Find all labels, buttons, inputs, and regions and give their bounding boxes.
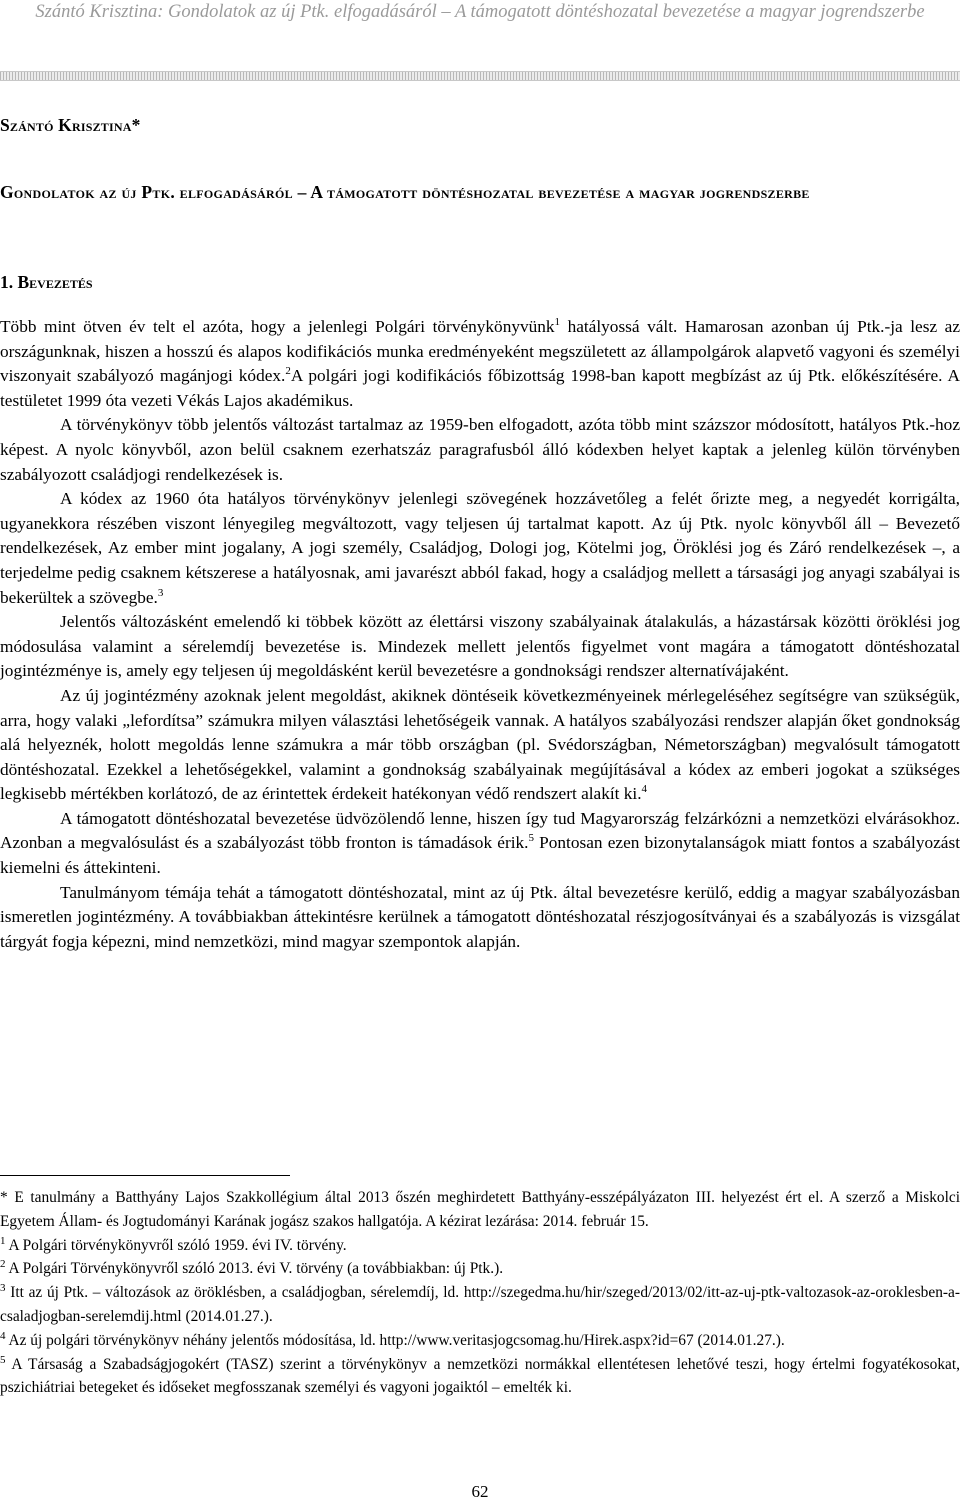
footnote: * E tanulmány a Batthyány Lajos Szakkollégium által 2013 őszén meghirdetett Batthyány-esszépályázaton III. helyezést ért el. A szerző a Miskolci Egyetem Állam- és Jogtudományi Karának jogász szakos hallgatója. A kézirat lezárása: 2014. február 15. [0,1189,960,1230]
page-number: 62 [471,1482,489,1501]
footnote-separator [0,1175,290,1176]
header-rule [0,71,960,81]
footnote-ref[interactable]: 4 [641,783,648,796]
footnote-ref[interactable]: 2 [285,365,291,378]
paragraph: Az új jogintézmény azoknak jelent megoldást, akiknek döntéseik következményeinek mérlegeléséhez segítségre van szükségük, arra, hogy valaki „lefordítsa” számukra milyen választási lehetőségeik vannak. A hatályos szabályozási rendszer alapján őket gondnokság alá helyeznék, holott megoldás lenne számukra a már több országban (pl. Svédországban, Németországban) megvalósult támogatott döntéshozatal. Ezekkel a lehetőségekkel, valamint a gondnokság szabályainak megújításával a kódex az emberi jogokat a szükséges legkisebb mértékben korlátozó, de az érintettek érdekeit hatékonyan védő rendszert alakít ki.$^4$ [0,685,960,804]
paragraph: A törvénykönyv több jelentős változást tartalmaz az 1959-ben elfogadott, azóta több mint százszor módosított, hatályos Ptk.-hoz képest. A nyolc könyvből, azon belül csaknem ezerhatszáz paragrafusból álló kódexben helyet kaptak a jelenleg külön törvényben szabályozott családjogi rendelkezések is. [0,415,960,484]
paragraph: A kódex az 1960 óta hatályos törvénykönyv jelenlegi szövegének hozzávetőleg a felét őrizte meg, a negyedét korrigálta, ugyanekkora részében viszont lényegileg megváltozott, vagy teljesen új tartalmat kapott. Az új Ptk. nyolc könyvből áll – Bevezető rendelkezések, Az ember mint jogalany, A jogi személy, Családjog, Dologi jog, Kötelmi jog, Öröklési jog és Záró rendelkezések –, a terjedelme pedig csaknem kétszerese a hatályosnak, ami javarészt abból fakad, hogy a családjog mellett a társasági jog anyagi szabályai is bekerültek a szövegbe.$^3$ [0,489,960,607]
footnote-ref[interactable]: 3 [157,586,164,599]
footnote: $^4$ Az új polgári törvénykönyv néhány jelentős módosítása, ld. http://www.veritasjogcsomag.hu/Hirek.aspx?id=67 (2014.01.27.). [0,1329,785,1349]
footnote-ref[interactable]: 1 [554,316,561,329]
section-heading: 1. Bevezetés [0,272,93,292]
footnote: $^3$ Itt az új Ptk. – változások az öröklésben, a családjogban, sérelemdíj, ld. http://szegedma.hu/hir/szeged/2013/02/itt-az-uj-ptk-valtozasok-az-oroklesben-a-csaladjogban-serelemdij.html (2014.01.27.). [0,1282,960,1325]
paragraph: Tanulmányom témája tehát a támogatott döntéshozatal, mint az új Ptk. által bevezetésre kerülő, eddig a magyar szabályozásban ismeretlen jogintézmény. A továbbiakban áttekintésre kerülnek a támogatott döntéshozatal részjogosítványai és a szabályozás is vizsgálat tárgyát fogja képezni, mind nemzetközi, mind magyar szempontok alapján. [0,882,960,951]
paragraph: Jelentős változásként emelendő ki többek között az élettársi viszony szabályainak átalakulás, a házastársak közötti öröklési jog módosulása valamint a sérelemdíj bevezetése is. Mindezek mellett jelentős figyelmet vont magára a támogatott döntéshozatal jogintézménye is, amely egy teljesen új megoldásként kerül bevezetésre a gondnoksági rendszer alternatívájaként. [0,612,960,681]
footnotes [0,1186,960,1400]
paragraph: A támogatott döntéshozatal bevezetése üdvözölendő lenne, hiszen így tud Magyarország felzárkózni a nemzetközi elvárásokhoz. Azonban a megvalósulást és a szabályozást több fronton is támadások érik.$^5$ Pontosan ezen bizonytalanságok miatt fontos a szabályozást kiemelni és áttekinteni. [0,808,960,878]
running-header: Szántó Krisztina: Gondolatok az új Ptk. elfogadásáról – A támogatott döntéshozatal bevezetése a magyar jogrendszerbe [35,2,925,22]
footnote: $^2$ A Polgári Törvénykönyvről szóló 2013. évi V. törvény (a továbbiakban: új Ptk.). [0,1258,504,1278]
footnote: $^5$ A Társaság a Szabadságjogokért (TASZ) szerint a törvénykönyv a nemzetközi normákkal ellentétesen lehetővé teszi, hogy értelmi fogyatékosokat, pszichiátriai betegeket és időseket megfosszanak személyi és vagyoni jogaiktól – emelték ki. [0,1353,960,1397]
author-name: Szántó Krisztina* [0,115,141,135]
paragraph: Több mint ötven év telt el azóta, hogy a jelenlegi Polgári törvénykönyvünk$^1$ hatályossá vált. Hamarosan azonban új Ptk.-ja lesz az országunknak, hiszen a hosszú és alapos kodifikációs munka eredményeként megszületett az állampolgárok alapvető vagyoni és személyi viszonyait szabályozó magánjogi kódex.$^2$A polgári jogi kodifikációs főbizottság 1998-ban kapott megbízást az új Ptk. előkészítésére. A testületet 1999 óta vezeti Vékás Lajos akadémikus. [0,316,960,410]
footnote: $^1$ A Polgári törvénykönyvről szóló 1959. évi IV. törvény. [0,1234,347,1254]
article-title: Gondolatok az új Ptk. elfogadásáról – A támogatott döntéshozatal bevezetése a magyar jogrendszerbe [0,182,810,202]
body-text [0,315,960,954]
footnote-ref[interactable]: 5 [528,832,534,845]
